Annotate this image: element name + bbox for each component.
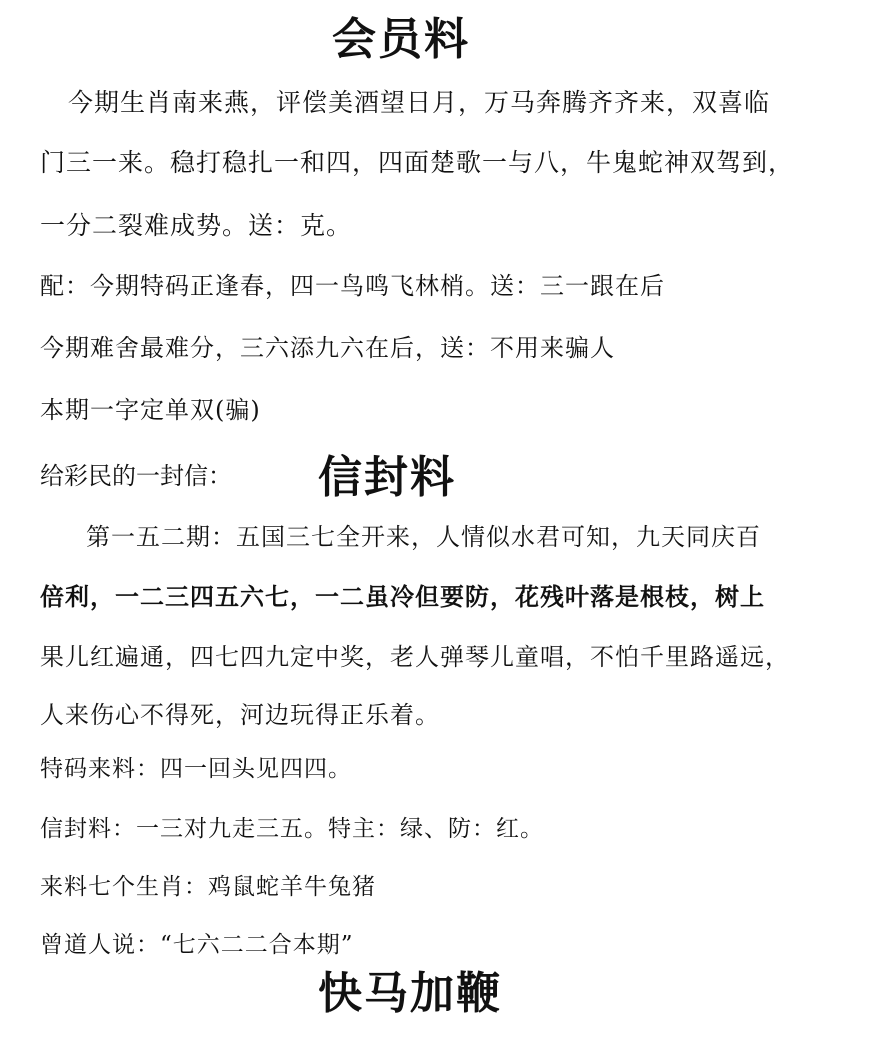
quote-line: 曾道人说：“七六二二合本期”	[40, 932, 354, 958]
member-line-hardest: 今期难舍最难分，三六添九六在后，送：不用来骗人	[40, 334, 615, 362]
special-code-line: 特码来料：四一回头见四四。	[40, 756, 352, 782]
envelope-paragraph-line-4: 人来伤心不得死，河边玩得正乐着。	[40, 701, 440, 729]
envelope-paragraph-line-3: 果儿红遍通，四七四九定中奖，老人弹琴儿童唱，不怕千里路遥远，	[40, 643, 790, 671]
member-paragraph-line-3: 一分二裂难成势。送：克。	[40, 211, 353, 240]
member-paragraph-line-2: 门三一来。稳打稳扎一和四，四面楚歌一与八，牛鬼蛇神双驾到，	[40, 148, 795, 177]
title-member: 会员料	[332, 14, 470, 65]
title-horse: 快马加鞭	[318, 968, 502, 1019]
zodiac-line: 来料七个生肖：鸡鼠蛇羊牛兔猪	[40, 874, 376, 900]
member-line-pei: 配：今期特码正逢春，四一鸟鸣飞林梢。送：三一跟在后	[40, 272, 665, 300]
title-envelope: 信封料	[318, 452, 456, 503]
envelope-paragraph-line-2: 倍利，一二三四五六七，一二虽冷但要防，花残叶落是根枝，树上	[40, 582, 765, 611]
envelope-summary-line: 信封料：一三对九走三五。特主：绿、防：红。	[40, 816, 544, 842]
gift-label: 给彩民的一封信：	[40, 462, 232, 490]
member-paragraph-line-1: 今期生肖南来燕，评偿美酒望日月，万马奔腾齐齐来，双喜临	[68, 88, 771, 117]
member-line-odd-even: 本期一字定单双(骗)	[40, 396, 261, 424]
envelope-paragraph-line-1: 第一五二期：五国三七全开来，人情似水君可知，九天同庆百	[86, 523, 761, 551]
